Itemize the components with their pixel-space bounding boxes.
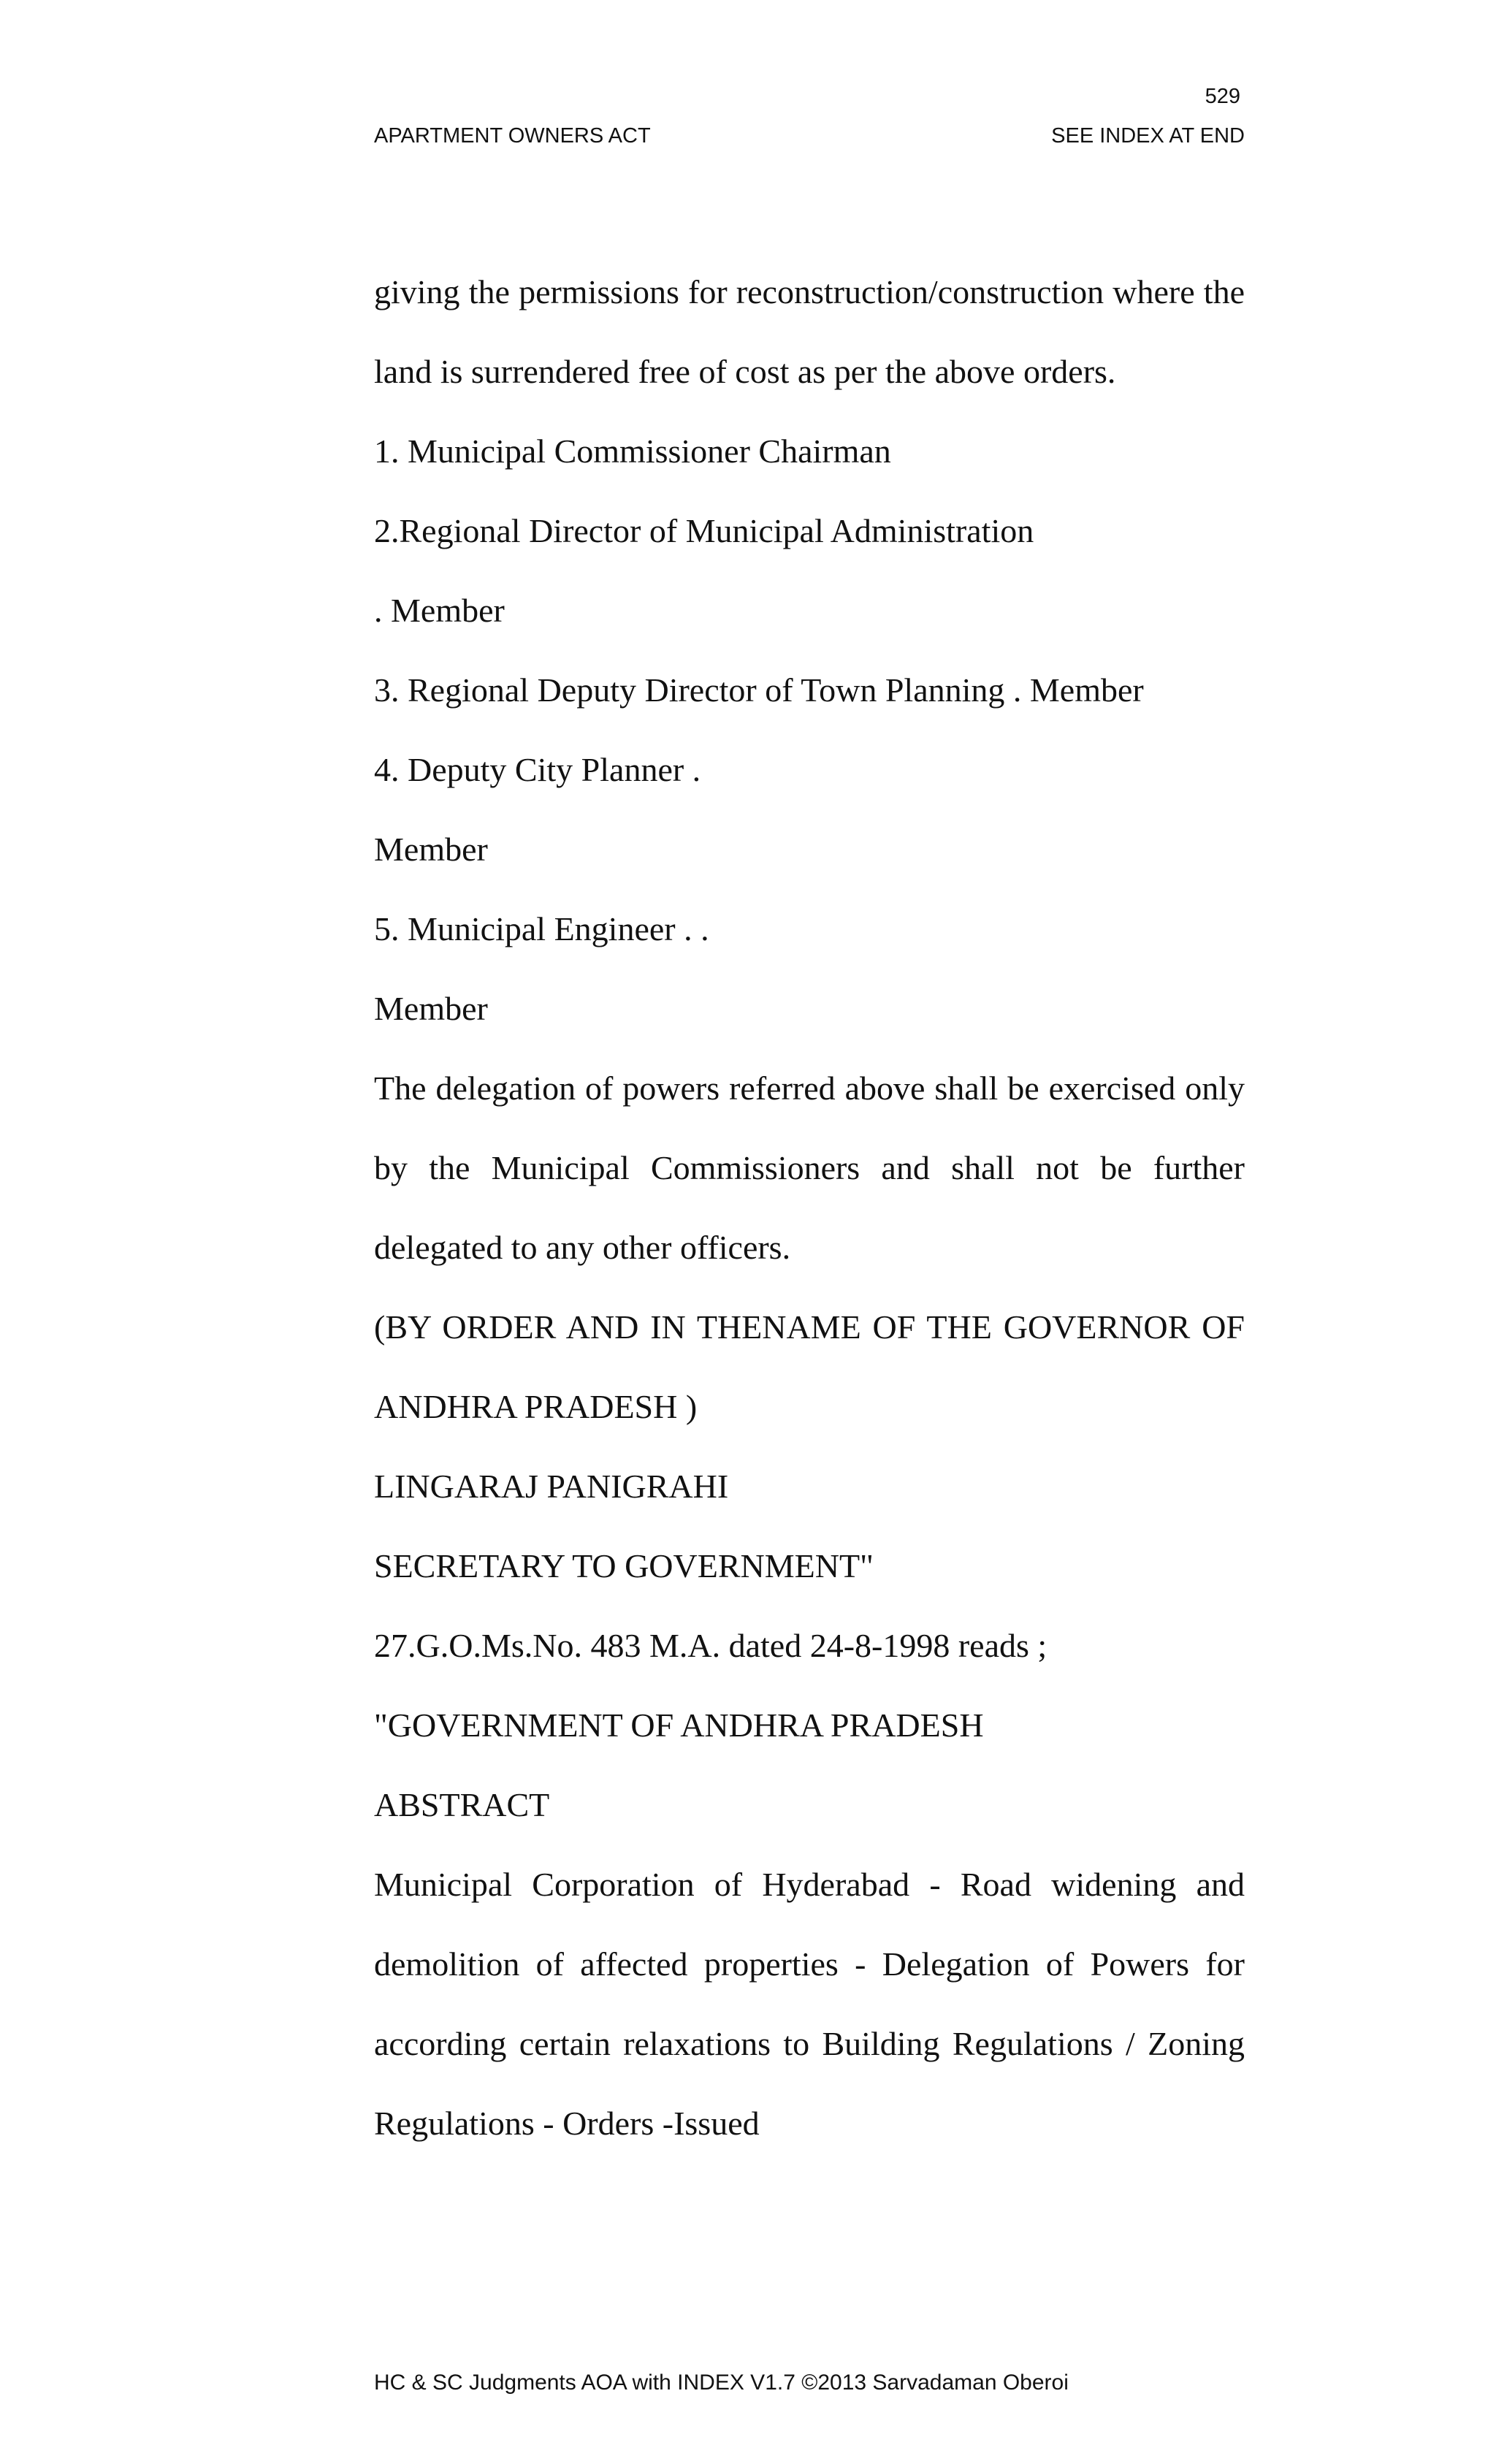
committee-line-3: . Member bbox=[374, 592, 505, 629]
document-body bbox=[374, 252, 1245, 2163]
committee-line-8: Member bbox=[374, 990, 488, 1027]
committee-line-7: 5. Municipal Engineer . . bbox=[374, 910, 709, 947]
running-header bbox=[374, 126, 1245, 147]
paragraph-permissions: giving the permissions for reconstruction/construction where the land is surrendered free of cost as per the above orders. bbox=[374, 273, 1245, 390]
go-reference: 27.G.O.Ms.No. 483 M.A. dated 24-8-1998 reads ; bbox=[374, 1627, 1047, 1664]
paragraph-delegation: The delegation of powers referred above shall be exercised only by the Municipal Commissioners and shall not be further delegated to any other officers. bbox=[374, 1069, 1245, 1266]
paragraph-by-order: (BY ORDER AND IN THENAME OF THE GOVERNOR OF ANDHRA PRADESH ) bbox=[374, 1308, 1245, 1425]
committee-line-4: 3. Regional Deputy Director of Town Planning . Member bbox=[374, 671, 1144, 709]
header-title: APARTMENT OWNERS ACT bbox=[374, 124, 651, 148]
committee-line-5: 4. Deputy City Planner . bbox=[374, 751, 701, 788]
header-index-note: SEE INDEX AT END bbox=[1051, 124, 1245, 148]
abstract-heading: ABSTRACT bbox=[374, 1786, 550, 1823]
signatory-title: SECRETARY TO GOVERNMENT" bbox=[374, 1547, 874, 1584]
page-footer: HC & SC Judgments AOA with INDEX V1.7 ©2013 Sarvadaman Oberoi bbox=[374, 2370, 1069, 2395]
committee-line-2: 2.Regional Director of Municipal Administration bbox=[374, 512, 1034, 549]
committee-line-1: 1. Municipal Commissioner Chairman bbox=[374, 432, 891, 470]
government-heading: "GOVERNMENT OF ANDHRA PRADESH bbox=[374, 1706, 984, 1744]
signatory-name: LINGARAJ PANIGRAHI bbox=[374, 1468, 729, 1505]
paragraph-abstract: Municipal Corporation of Hyderabad - Road widening and demolition of affected properties - Delegation of Powers for according certain relaxations to Building Regulations / Zoning Regulations - Orders -Issued bbox=[374, 1866, 1245, 2142]
page-number: 529 bbox=[1205, 85, 1240, 108]
committee-line-6: Member bbox=[374, 831, 488, 868]
